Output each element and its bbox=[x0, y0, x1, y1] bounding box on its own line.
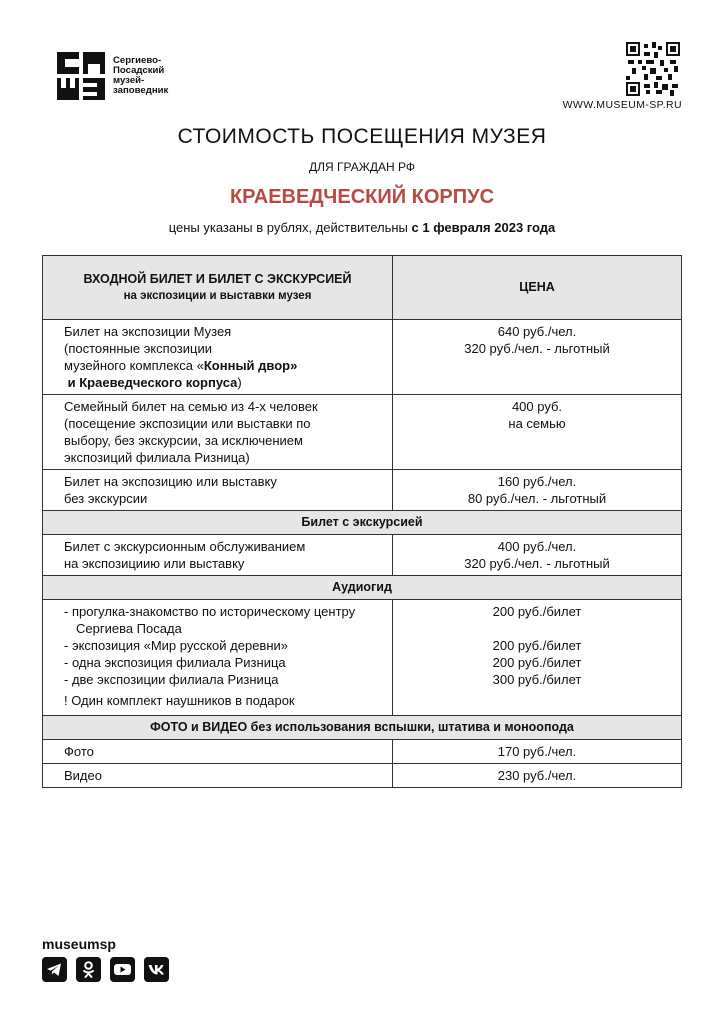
table-row bbox=[43, 320, 682, 395]
table-row bbox=[43, 470, 682, 511]
row1-line3-text: музейного комплекса « bbox=[64, 358, 204, 373]
header-item-line1: ВХОДНОЙ БИЛЕТ И БИЛЕТ С ЭКСКУРСИЕЙ bbox=[83, 271, 352, 286]
row-excursion-ticket-price: 400 руб./чел. 320 руб./чел. - льготный bbox=[393, 535, 682, 576]
group-audio-label: Аудиогид bbox=[43, 576, 682, 600]
audio-price-spacer bbox=[399, 620, 675, 637]
group-photo-label: ФОТО и ВИДЕО без использования вспышки, штатива и моноопода bbox=[43, 716, 682, 740]
table-row bbox=[43, 535, 682, 576]
row-audioguide bbox=[43, 600, 393, 716]
group-row-excursion bbox=[43, 511, 682, 535]
row1-line4 bbox=[64, 374, 386, 391]
row1-line3 bbox=[64, 357, 386, 374]
header-item-line2: на экспозиции и выставки музея bbox=[123, 289, 312, 302]
page-title: СТОИМОСТЬ ПОСЕЩЕНИЯ МУЗЕЯ bbox=[177, 125, 547, 148]
social-links bbox=[42, 957, 169, 982]
audio-price-two-riznitsa: 300 руб./билет bbox=[492, 672, 582, 687]
museum-name: Сергиево- Посадский музей- заповедник bbox=[113, 55, 169, 96]
row-video-price: 230 руб./чел. bbox=[393, 764, 682, 788]
group-excursion-label: Билет с экскурсией bbox=[43, 511, 682, 535]
row-photo: Фото bbox=[43, 740, 393, 764]
section-title: КРАЕВЕДЧЕСКИЙ КОРПУС bbox=[229, 186, 495, 208]
audio-note: ! Один комплект наушников в подарок bbox=[64, 693, 295, 708]
audio-price-one-riznitsa: 200 руб./билет bbox=[492, 655, 582, 670]
row-audioguide-price bbox=[393, 600, 682, 716]
row-excursion-ticket: Билет с экскурсионным обслуживанием на экспозициию или выставку bbox=[43, 535, 393, 576]
validity-prefix: цены указаны в рублях, действительны bbox=[168, 220, 412, 235]
audio-price-village: 200 руб./билет bbox=[492, 638, 582, 653]
page-subtitle: ДЛЯ ГРАЖДАН РФ bbox=[309, 160, 415, 174]
social-handle: museumsp bbox=[42, 936, 116, 952]
museum-logo bbox=[57, 52, 203, 100]
table-row bbox=[43, 600, 682, 716]
header-price: ЦЕНА bbox=[393, 256, 682, 320]
header-item bbox=[43, 256, 393, 320]
qr-code-icon bbox=[626, 42, 680, 96]
row-museum-ticket bbox=[43, 320, 393, 395]
row-no-excursion-ticket-price: 160 руб./чел. 80 руб./чел. - льготный bbox=[393, 470, 682, 511]
table-row bbox=[43, 740, 682, 764]
row-video: Видео bbox=[43, 764, 393, 788]
group-row-audio bbox=[43, 576, 682, 600]
row-family-ticket-price: 400 руб. на семью bbox=[393, 395, 682, 470]
audio-price-walk: 200 руб./билет bbox=[492, 604, 582, 619]
row-museum-ticket-price: 640 руб./чел. 320 руб./чел. - льготный bbox=[393, 320, 682, 395]
website-link[interactable]: WWW.MUSEUM-SP.RU bbox=[562, 99, 682, 111]
telegram-icon[interactable] bbox=[42, 957, 67, 982]
audio-item-one-riznitsa: - одна экспозиция филиала Ризница bbox=[64, 655, 286, 670]
table-header-row bbox=[43, 256, 682, 320]
validity-date: с 1 февраля 2023 года bbox=[411, 220, 556, 235]
museum-logo-icon bbox=[57, 52, 105, 100]
vk-icon[interactable] bbox=[144, 957, 169, 982]
row-photo-price: 170 руб./чел. bbox=[393, 740, 682, 764]
row1-line4-end: ) bbox=[237, 375, 242, 390]
row1-line1: Билет на экспозиции Музея bbox=[64, 324, 232, 339]
validity-note bbox=[0, 220, 724, 235]
table-row bbox=[43, 395, 682, 470]
audio-item-walk: - прогулка-знакомство по историческому центру Сергиева Посада bbox=[64, 604, 356, 636]
group-row-photo-video bbox=[43, 716, 682, 740]
audio-item-village: - экспозиция «Мир русской деревни» bbox=[64, 638, 289, 653]
youtube-icon[interactable] bbox=[110, 957, 135, 982]
row-no-excursion-ticket: Билет на экспозицию или выставку без экскурсии bbox=[43, 470, 393, 511]
row1-line2: (постоянные экспозиции bbox=[64, 341, 213, 356]
row1-bold2: и Краеведческого корпуса bbox=[67, 375, 238, 390]
row-family-ticket: Семейный билет на семью из 4-х человек (посещение экспозиции или выставки по выбору, без экскурсии, за исключением экспозиций филиала Ризница) bbox=[43, 395, 393, 470]
row1-bold1: Конный двор» bbox=[203, 358, 298, 373]
price-table bbox=[42, 255, 682, 788]
table-row bbox=[43, 764, 682, 788]
odnoklassniki-icon[interactable] bbox=[76, 957, 101, 982]
audio-item-two-riznitsa: - две экспозиции филиала Ризница bbox=[64, 672, 279, 687]
